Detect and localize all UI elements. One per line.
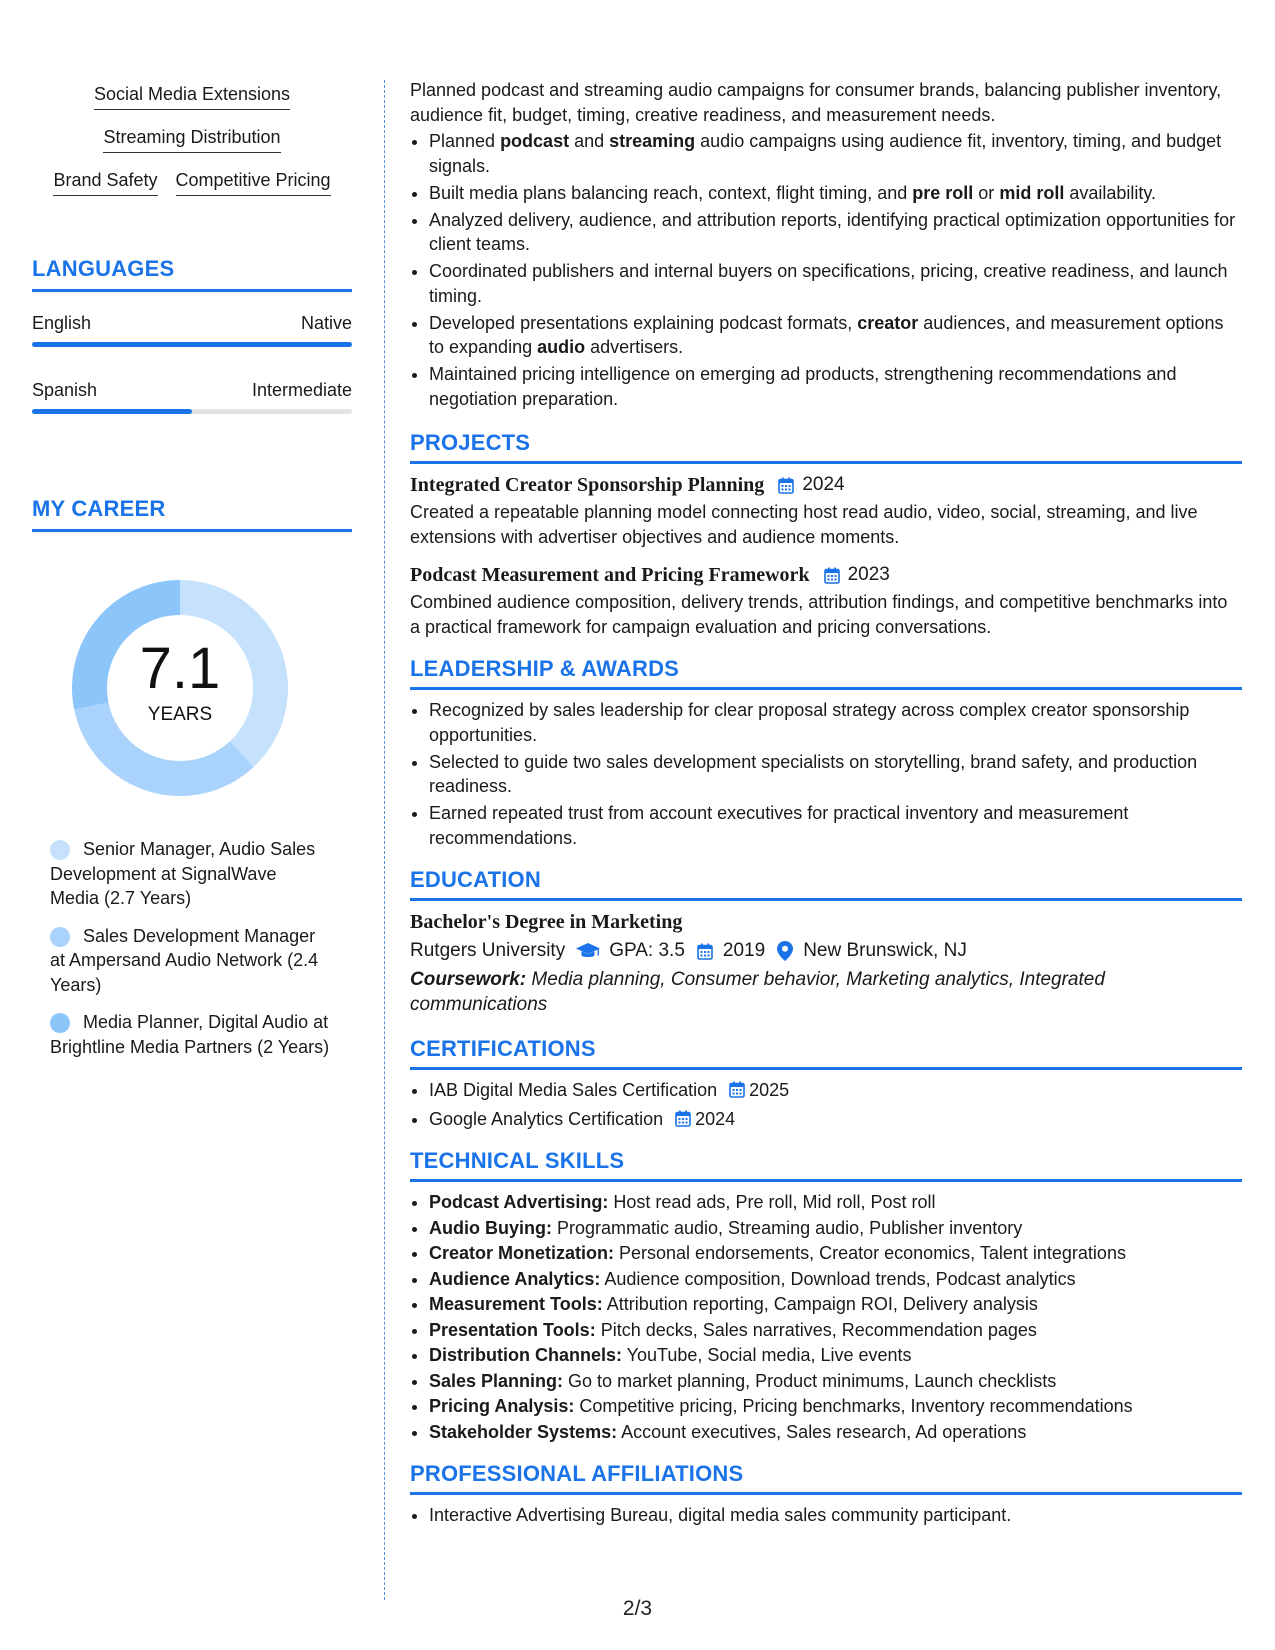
skill-label: Creator Monetization: [429,1243,615,1263]
experience-bullet [429,362,1242,411]
keyword-bold: creator [857,312,919,333]
leadership-heading: LEADERSHIP & AWARDS [410,655,1242,690]
skill-label: Audience Analytics: [429,1268,601,1289]
experience-bullets [410,129,1242,411]
bullet-text: or [973,182,1000,203]
career-heading: MY CAREER [32,495,352,532]
coursework [410,968,1242,1017]
skill-item [429,1420,1242,1445]
project-item [410,472,1242,549]
school-location: New Brunswick, NJ [803,940,967,961]
certifications-list [410,1078,1242,1131]
career-item-text: Senior Manager, Audio Sales Development at SignalWave Media (2.7 Years) [50,839,316,908]
keyword-bold: audio [537,337,586,357]
education-details [410,938,1242,964]
skill-item [429,1394,1242,1419]
career-item [50,924,330,998]
skill-label: Podcast Advertising: [429,1192,609,1212]
skill-label: Distribution Channels: [429,1345,622,1365]
certification-item [429,1078,1242,1103]
skill-label: Stakeholder Systems: [429,1421,618,1442]
education-section [410,866,1242,1017]
bullet-text: Developed presentations explaining podcast formats, [429,312,858,333]
bullet-text: availability. [1064,182,1157,203]
school-name: Rutgers University [410,940,566,961]
language-bar-fill [32,409,192,414]
skill-item [429,1318,1242,1343]
skill-value: Account executives, Sales research, Ad operations [617,1421,1027,1442]
language-name: Spanish [32,380,98,400]
keyword-bold: podcast [500,131,570,151]
skill-item [429,1241,1242,1266]
affiliation-item: • Interactive Advertising Bureau, digital media sales community participant. [429,1503,1242,1528]
skills-heading: TECHNICAL SKILLS [410,1147,1242,1182]
career-item [50,1010,330,1059]
graduation-year: 2019 [722,940,766,961]
project-year: 2023 [847,564,890,585]
skill-tag: Competitive Pricing [176,168,331,196]
skill-label: Sales Planning: [429,1370,564,1391]
experience-bullet [429,311,1242,360]
project-year: 2024 [802,474,845,495]
career-dot-icon [50,840,70,860]
project-title: Podcast Measurement and Pricing Framework [410,564,810,586]
career-dot-icon [50,927,70,947]
calendar-icon [778,477,794,494]
affiliations-list [410,1503,1242,1528]
projects-section [410,429,1242,639]
skill-value: Host read ads, Pre roll, Mid roll, Post roll [608,1192,936,1212]
calendar-icon [697,943,713,960]
experience-continuation [410,78,1242,411]
career-total-years: 7.1 [139,636,221,701]
language-level: Intermediate [251,380,352,400]
certifications-heading: CERTIFICATIONS [410,1035,1242,1070]
keyword-bold: pre roll [912,182,974,203]
skill-value: Pitch decks, Sales narratives, Recommendation pages [595,1319,1037,1340]
bullet-text: advertisers. [585,337,684,357]
skill-item [429,1343,1242,1368]
projects-heading: PROJECTS [410,429,1242,464]
main-content [410,78,1242,1530]
education-heading: EDUCATION [410,866,1242,901]
skill-label: Measurement Tools: [429,1294,603,1314]
career-item [50,837,330,911]
skill-tag: Social Media Extensions [94,82,290,110]
bullet-text: Coordinated publishers and internal buyers on specifications, pricing, creative readiness, and launch timing. [429,261,1228,306]
calendar-icon [824,567,840,584]
skill-tag: Streaming Distribution [103,125,280,153]
skill-value: Programmatic audio, Streaming audio, Publisher inventory [551,1217,1023,1238]
skill-value: Audience composition, Download trends, Podcast analytics [600,1268,1076,1289]
bullet-text: Analyzed delivery, audience, and attribution reports, identifying practical optimization opportunities for client teams. [429,209,1236,254]
bullet-text: audiences, and measurement options to expanding [429,312,1224,357]
bullet-text: and [569,131,610,151]
graduation-cap-icon [575,942,601,960]
certification-year: 2025 [749,1080,790,1100]
bullet-text: Built media plans balancing reach, context, flight timing, and [429,182,913,203]
language-bar [32,342,352,347]
career-donut-chart [67,575,293,801]
bullet-text: Planned [429,131,501,151]
keyword-bold: streaming [609,131,696,151]
career-section [32,495,352,532]
career-list [50,837,330,1072]
experience-bullet [429,259,1242,308]
skill-value: Personal endorsements, Creator economics, Talent integrations [614,1243,1126,1263]
calendar-icon [729,1081,745,1098]
skill-item [429,1292,1242,1317]
skill-item [429,1190,1242,1215]
gpa: GPA: 3.5 [609,940,685,961]
affiliations-heading: PROFESSIONAL AFFILIATIONS [410,1460,1242,1495]
bullet-text: audio campaigns using audience fit, inventory, timing, and budget signals. [429,131,1222,176]
language-level: Native [300,313,352,333]
language-bar [32,409,352,414]
skill-label: Pricing Analysis: [429,1396,575,1416]
skill-item [429,1267,1242,1292]
project-description: Combined audience composition, delivery trends, attribution findings, and competitive benchmarks into a practical framework for campaign evaluation and pricing conversations. [410,592,1228,637]
degree-title: Bachelor's Degree in Marketing [410,911,683,933]
skill-item [429,1216,1242,1241]
certification-year: 2024 [695,1108,736,1129]
coursework-text: Media planning, Consumer behavior, Marketing analytics, Integrated communications [410,969,1105,1015]
keyword-bold: mid roll [999,182,1065,203]
experience-bullet [429,129,1242,178]
skill-label: Presentation Tools: [429,1319,596,1340]
career-item-text: Sales Development Manager at Ampersand Audio Network (2.4 Years) [50,925,319,995]
career-dot-icon [50,1013,70,1033]
skill-tags [32,82,352,211]
certification-item [429,1107,1242,1132]
skill-tag: Brand Safety [53,168,157,196]
certification-name: Google Analytics Certification [429,1108,664,1129]
career-total-unit: YEARS [147,704,213,725]
language-bar-fill [32,342,352,347]
experience-bullet [429,208,1242,257]
skill-label: Audio Buying: [429,1217,552,1238]
certifications-section [410,1035,1242,1131]
project-description: Created a repeatable planning model connecting host read audio, video, social, streaming, and live extensions with advertiser objectives and audience moments. [410,502,1198,547]
languages-section [32,255,352,414]
coursework-label: Coursework: [410,969,527,990]
languages-heading: LANGUAGES [32,255,352,292]
skill-value: Attribution reporting, Campaign ROI, Delivery analysis [602,1294,1038,1314]
career-item-text: Media Planner, Digital Audio at Brightline Media Partners (2 Years) [50,1012,330,1057]
leadership-item: • Earned repeated trust from account executives for practical inventory and measurement recommendations. [429,801,1242,850]
skill-item [429,1369,1242,1394]
skill-value: Go to market planning, Product minimums, Launch checklists [563,1370,1057,1391]
language-name: English [32,313,92,333]
experience-summary: Planned podcast and streaming audio campaigns for consumer brands, balancing publisher inventory, audience fit, budget, timing, creative readiness, and measurement needs. [410,80,1222,125]
experience-bullet [429,181,1242,206]
leadership-item: • Selected to guide two sales development specialists on storytelling, brand safety, and production readiness. [429,750,1242,799]
location-pin-icon [777,941,793,961]
skills-section [410,1147,1242,1444]
page-number: 2/3 [622,1597,653,1620]
column-divider [384,80,385,1600]
language-item [32,312,352,347]
leadership-section [410,655,1242,850]
bullet-text: Maintained pricing intelligence on emerging ad products, strengthening recommendations and negotiation preparation. [429,364,1177,409]
project-title: Integrated Creator Sponsorship Planning [410,474,765,496]
skills-list [410,1190,1242,1444]
certification-name: IAB Digital Media Sales Certification [429,1080,718,1100]
skill-value: YouTube, Social media, Live events [622,1345,912,1365]
project-item [410,562,1242,639]
calendar-icon [675,1110,691,1127]
leadership-list [410,698,1242,850]
leadership-item: • Recognized by sales leadership for clear proposal strategy across complex creator sponsorship opportunities. [429,698,1242,747]
skill-value: Competitive pricing, Pricing benchmarks, Inventory recommendations [574,1396,1133,1416]
language-item [32,379,352,414]
affiliations-section [410,1460,1242,1528]
